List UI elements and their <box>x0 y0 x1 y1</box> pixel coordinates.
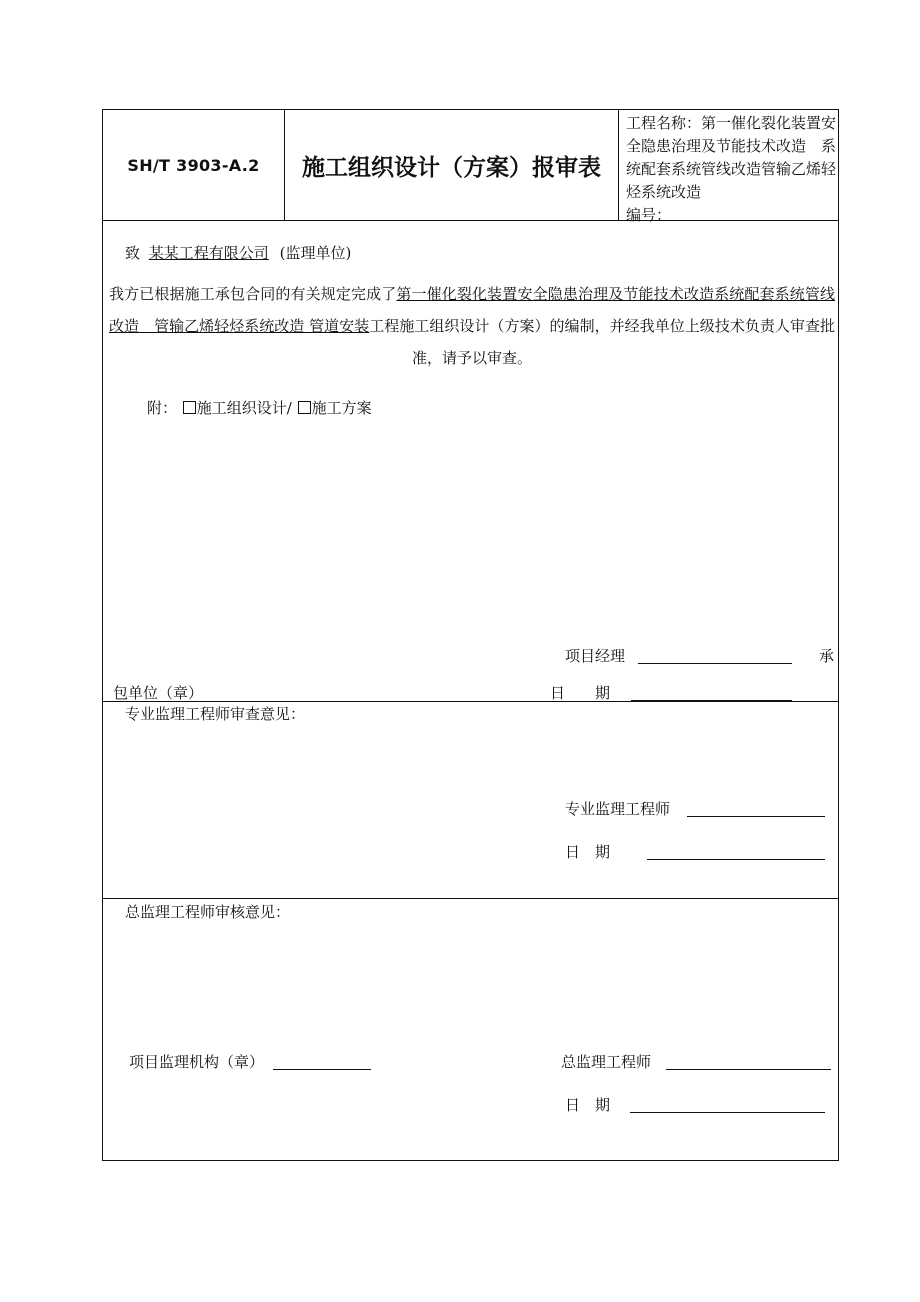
chief-engineer-label: 总监理工程师 <box>561 1053 652 1071</box>
specialist-engineer-signature-line[interactable] <box>687 816 825 817</box>
supervision-org-seal-line[interactable] <box>273 1069 371 1070</box>
section3-date-label: 日 期 <box>565 1096 611 1114</box>
checkbox-construction-plan[interactable] <box>298 401 311 414</box>
section1-divider <box>103 701 838 702</box>
section1-date-line[interactable] <box>631 700 792 701</box>
contractor-label-part2: 包单位（章） <box>113 684 204 702</box>
project-manager-label: 项目经理 <box>565 647 626 665</box>
approval-form-table <box>102 109 839 1161</box>
addressee-line <box>125 243 351 263</box>
specialist-engineer-label: 专业监理工程师 <box>565 800 671 818</box>
paragraph-intro: 我方已根据施工承包合同的有关规定完成了 <box>109 285 397 303</box>
supervision-org-label: 项目监理机构（章） <box>129 1053 265 1071</box>
standard-code: SH/T 3903-A.2 <box>127 155 260 175</box>
contractor-label-part1: 承 <box>819 647 835 665</box>
number-label: 编号： <box>626 206 672 224</box>
section2-date-label: 日 期 <box>565 843 611 861</box>
project-info <box>626 112 838 227</box>
project-manager-signature-line[interactable] <box>638 663 792 664</box>
to-suffix: (监理单位) <box>279 244 352 262</box>
supervision-unit-name: 某某工程有限公司 <box>148 244 269 262</box>
attachment-line <box>147 398 372 418</box>
form-title: 施工组织设计（方案）报审表 <box>302 154 601 181</box>
project-label: 工程名称： <box>626 114 702 132</box>
chief-engineer-signature-line[interactable] <box>666 1069 831 1070</box>
attachment-option-plan: 施工方案 <box>311 399 372 417</box>
attachment-option-design: 施工组织设计/ <box>196 399 292 417</box>
section2-divider <box>103 898 838 899</box>
section2-date-line[interactable] <box>647 859 825 860</box>
chief-review-heading: 总监理工程师审核意见： <box>125 903 291 921</box>
paragraph-tail: 工程施工组织设计（方案）的编制，并经我单位上级技术负责人审查批准，请予以审查。 <box>369 317 835 367</box>
attachment-label: 附： <box>147 399 178 417</box>
title-column-divider <box>618 110 619 220</box>
paragraph-project: 第一催化裂化装置安全隐患治理及节能技术改造系统配套系统管线改造 管输乙烯轻烃系统改造 管道安装 <box>109 285 835 335</box>
to-prefix: 致 <box>125 244 141 262</box>
submission-paragraph <box>109 278 835 374</box>
section3-date-line[interactable] <box>630 1112 825 1113</box>
specialist-review-heading: 专业监理工程师审查意见： <box>125 705 306 723</box>
section1-date-label: 日 期 <box>550 684 611 702</box>
checkbox-construction-design[interactable] <box>183 401 196 414</box>
project-name: 第一催化裂化装置安全隐患治理及节能技术改造 系统配套系统管线改造管输乙烯轻烃系统改造 <box>626 114 837 201</box>
